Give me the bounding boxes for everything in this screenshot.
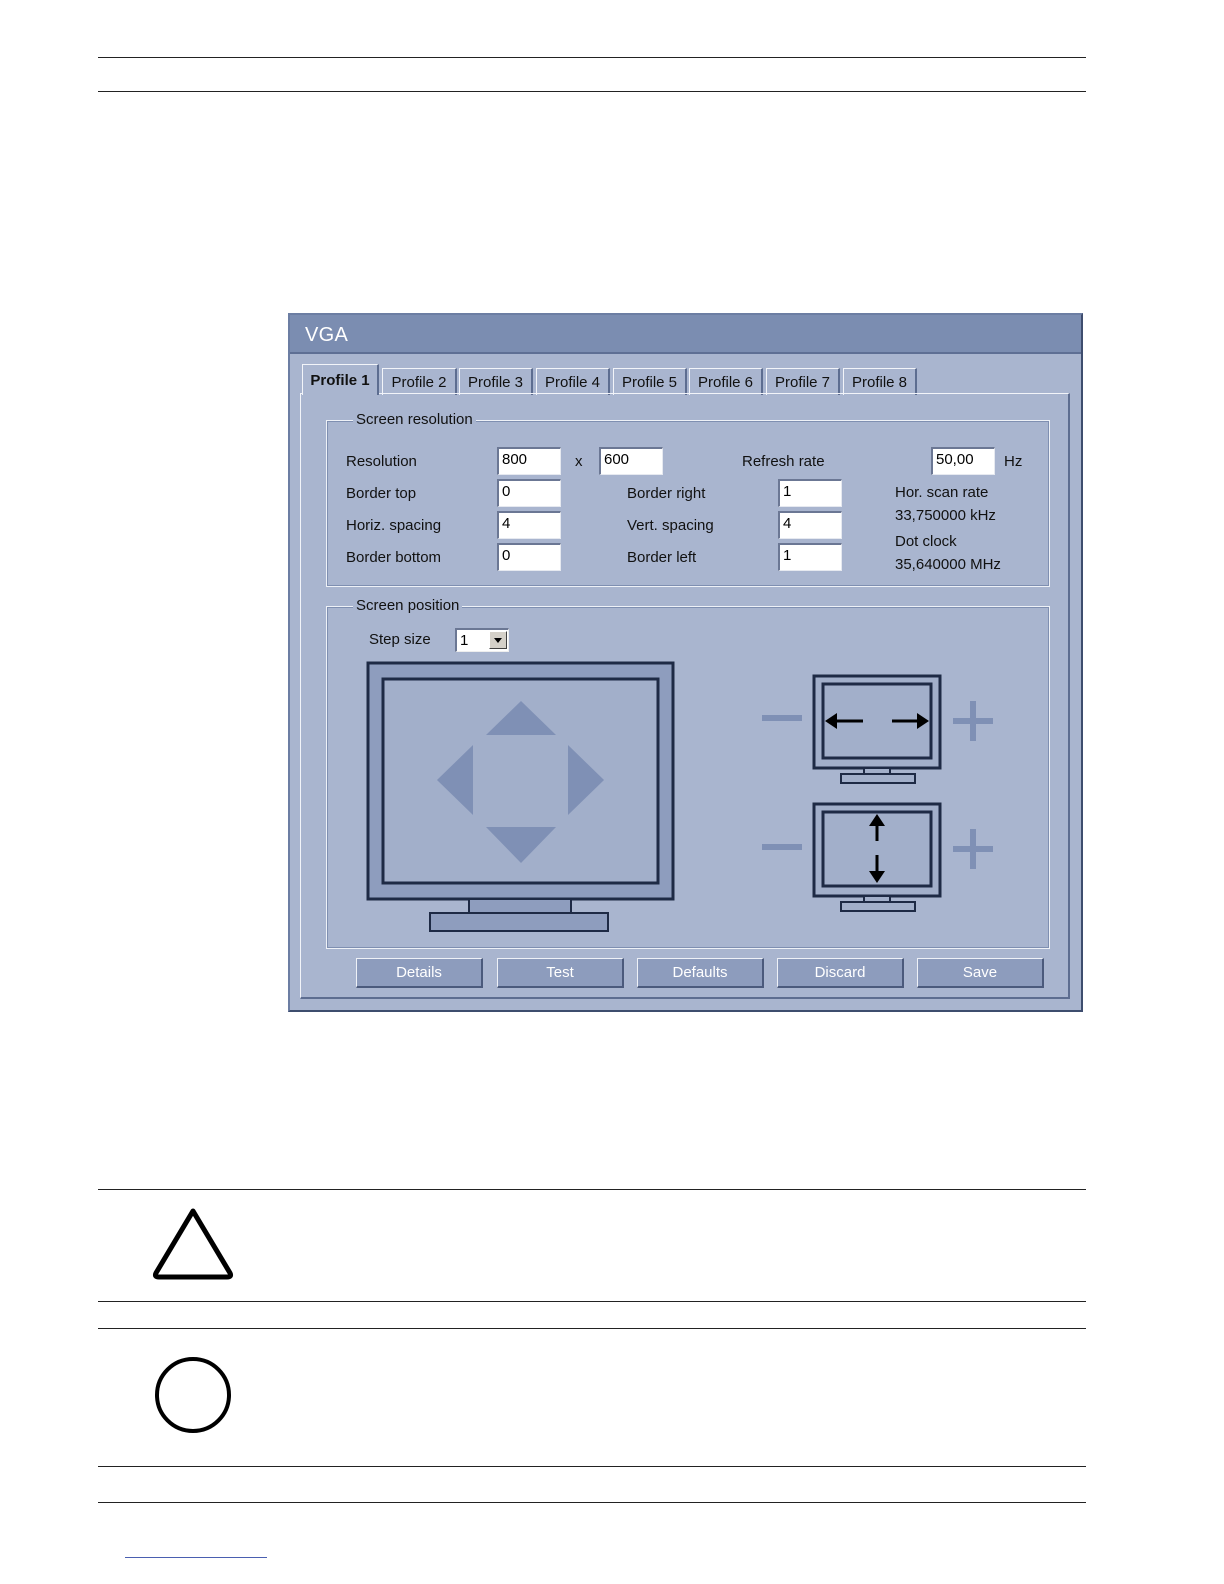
refresh-rate-label: Refresh rate [742,453,825,470]
arrow-left-icon[interactable] [437,745,474,815]
arrow-right-icon[interactable] [568,745,605,815]
border-left-input[interactable]: 1 [778,543,842,571]
step-size-label: Step size [369,631,431,648]
hor-scan-rate-value: 33,750000 kHz [895,507,996,524]
caution-rule-bottom [98,1301,1086,1302]
notice-rule-top [98,1328,1086,1329]
horiz-spacing-label: Horiz. spacing [346,517,442,534]
tab-profile-1[interactable]: Profile 1 [302,364,379,395]
caution-triangle-icon [150,1205,236,1281]
horiz-spacing-input[interactable]: 4 [497,511,561,539]
tab-profile-3[interactable]: Profile 3 [459,368,533,395]
tab-profile-7[interactable]: Profile 7 [766,368,840,395]
border-bottom-label: Border bottom [346,549,442,566]
save-button[interactable]: Save [917,958,1044,988]
plus-icon[interactable] [953,829,993,869]
refresh-rate-input[interactable]: 50,00 [931,447,995,475]
screen-resolution-legend: Screen resolution [353,411,476,428]
profile-panel [300,393,1070,999]
footer-link-underline [125,1557,267,1558]
footer-rule [98,1502,1086,1503]
defaults-button[interactable]: Defaults [637,958,764,988]
arrow-up-icon[interactable] [486,701,556,737]
tab-profile-5[interactable]: Profile 5 [613,368,687,395]
border-top-input[interactable]: 0 [497,479,561,507]
notice-circle-icon [150,1355,236,1437]
border-left-label: Border left [627,549,697,566]
vert-spacing-label: Vert. spacing [627,517,714,534]
border-right-input[interactable]: 1 [778,479,842,507]
notice-rule-bottom [98,1466,1086,1467]
header-rule-bottom [98,91,1086,92]
resolution-x-separator: x [575,453,583,470]
refresh-unit: Hz [1004,453,1023,470]
tab-profile-8[interactable]: Profile 8 [843,368,917,395]
border-right-label: Border right [627,485,706,502]
header-rule-top [98,57,1086,58]
arrow-down-icon[interactable] [486,827,556,863]
tab-profile-2[interactable]: Profile 2 [382,368,457,395]
width-monitor-icon [813,675,943,787]
tab-profile-4[interactable]: Profile 4 [536,368,610,395]
profile-tabs [302,364,1082,394]
dot-clock-value: 35,640000 MHz [895,556,1001,573]
tab-profile-6[interactable]: Profile 6 [689,368,763,395]
screen-position-legend: Screen position [353,597,462,614]
dot-clock-label: Dot clock [895,533,957,550]
hor-scan-rate-label: Hor. scan rate [895,484,989,501]
dialog-titlebar [290,315,1081,354]
border-bottom-input[interactable]: 0 [497,543,561,571]
test-button[interactable]: Test [497,958,624,988]
screen-position-group [326,597,1050,949]
dialog-title: VGA [305,324,349,346]
details-button[interactable]: Details [356,958,483,988]
screen-resolution-group [326,411,1050,587]
step-size-value: 1 [460,632,469,649]
vga-dialog [288,313,1083,1012]
resolution-height-input[interactable]: 600 [599,447,663,475]
discard-button[interactable]: Discard [777,958,904,988]
plus-icon[interactable] [953,701,993,741]
height-monitor-icon [813,803,943,915]
resolution-width-input[interactable]: 800 [497,447,561,475]
minus-icon[interactable] [762,715,802,723]
vert-spacing-input[interactable]: 4 [778,511,842,539]
caution-rule-top [98,1189,1086,1190]
border-top-label: Border top [346,485,417,502]
resolution-label: Resolution [346,453,417,470]
minus-icon[interactable] [762,844,802,852]
